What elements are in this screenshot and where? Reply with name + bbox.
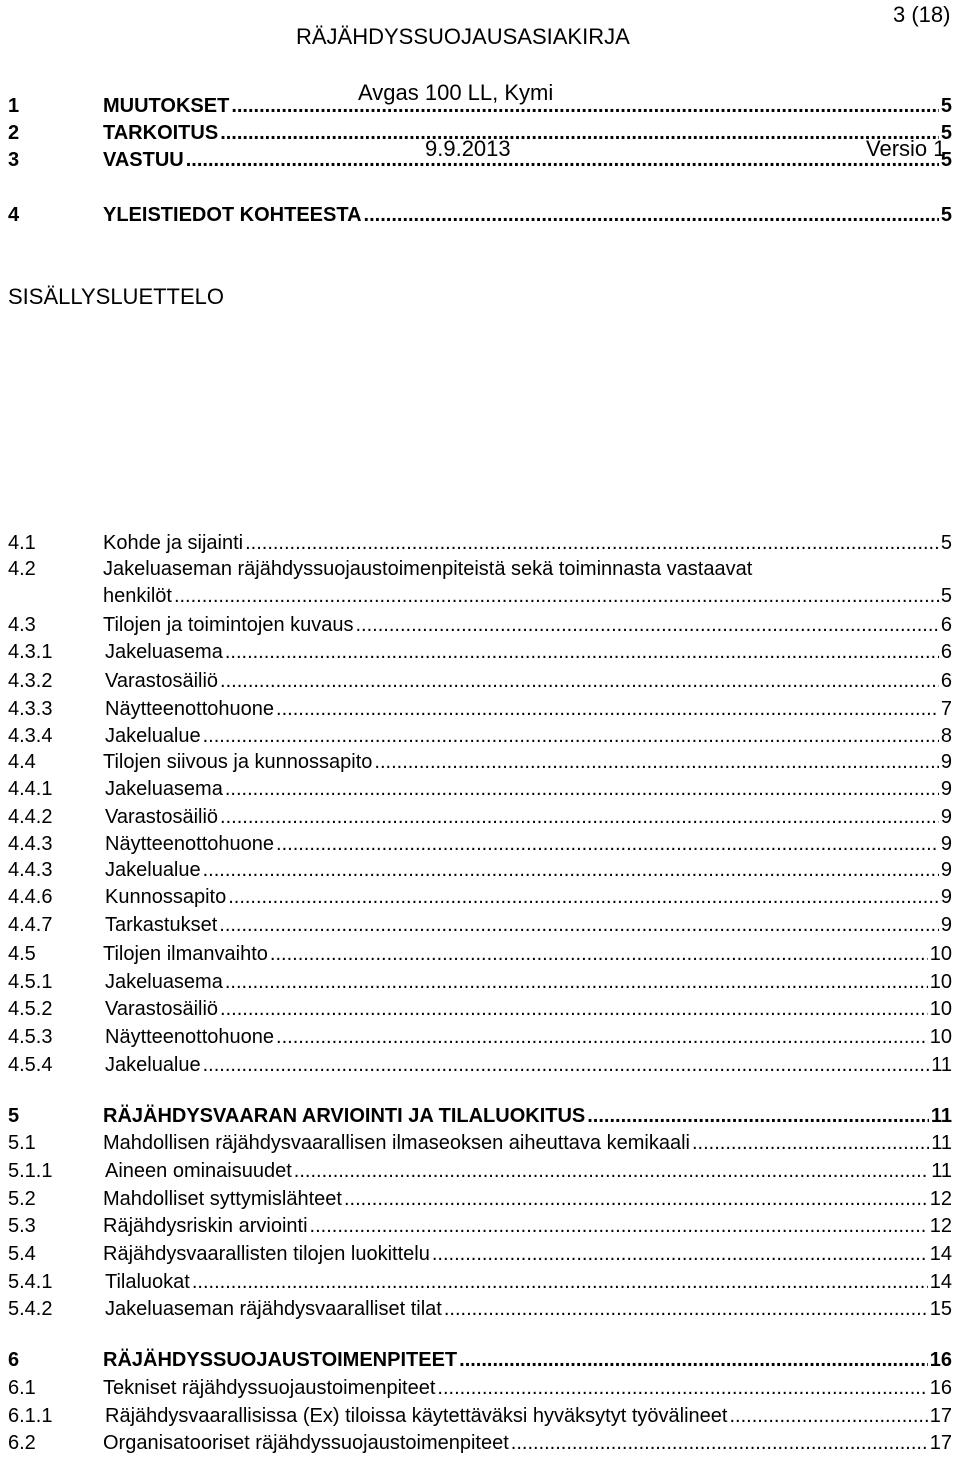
- toc-entry-number: 3: [8, 149, 20, 171]
- toc-entry[interactable]: [8, 120, 952, 147]
- toc-entry-number: 4.4.3: [8, 833, 53, 855]
- toc-entry[interactable]: [8, 996, 952, 1023]
- toc-dot-leader: [587, 1103, 929, 1130]
- toc-entry-title: RÄJÄHDYSVAARAN ARVIOINTI JA TILALUOKITUS: [103, 1105, 586, 1127]
- toc-heading: SISÄLLYSLUETTELO: [8, 284, 225, 309]
- toc-entry-title: RÄJÄHDYSSUOJAUSTOIMENPITEET: [103, 1349, 458, 1371]
- toc-entry-title: Jakelualue: [105, 725, 201, 747]
- toc-entry[interactable]: [8, 912, 952, 939]
- toc-entry-number: 4.4.2: [8, 806, 53, 828]
- toc-dot-leader: [437, 1375, 927, 1402]
- toc-entry-number: 6.1: [8, 1377, 36, 1399]
- toc-entry-title: VASTUU: [103, 149, 184, 171]
- toc-entry-page: 8: [940, 725, 952, 747]
- toc-dot-leader: [192, 1269, 928, 1296]
- toc-entry-title: Mahdollisen räjähdysvaarallisen ilmaseoksen aiheuttava kemikaali: [103, 1132, 690, 1154]
- toc-entry-title: Varastosäiliö: [105, 806, 219, 828]
- document-version: Versio 1: [866, 136, 946, 161]
- toc-entry-page: 10: [929, 943, 952, 965]
- toc-dot-leader: [276, 696, 939, 723]
- toc-dot-leader: [511, 1430, 928, 1457]
- toc-entry-page: 11: [931, 1160, 952, 1182]
- toc-entry[interactable]: [8, 147, 952, 174]
- toc-entry[interactable]: [8, 1186, 952, 1213]
- document-date: 9.9.2013: [425, 136, 511, 161]
- toc-entry-number: 4.4.6: [8, 886, 53, 908]
- toc-entry-number: 5.4.2: [8, 1298, 53, 1320]
- toc-entry[interactable]: [8, 556, 952, 610]
- toc-entry-page: 9: [940, 806, 952, 828]
- toc-dot-leader: [276, 831, 939, 858]
- toc-entry-number: 4.4.1: [8, 778, 53, 800]
- toc-entry[interactable]: [8, 1430, 952, 1457]
- toc-entry-page: 15: [929, 1298, 952, 1320]
- toc-dot-leader: [692, 1130, 929, 1157]
- toc-entry-number: 5.1: [8, 1132, 36, 1154]
- toc-entry-page: 16: [929, 1377, 952, 1399]
- toc-entry[interactable]: [8, 1024, 952, 1051]
- toc-dot-leader: [203, 723, 939, 750]
- toc-entry-title: Tilaluokat: [105, 1271, 190, 1293]
- toc-entry[interactable]: [8, 723, 952, 750]
- toc-entry[interactable]: [8, 804, 952, 831]
- toc-entry-title: Tilojen siivous ja kunnossapito: [103, 751, 373, 773]
- toc-entry-number: 5: [8, 1105, 20, 1127]
- toc-entry[interactable]: [8, 1103, 952, 1130]
- toc-entry-title: Jakeluasema: [105, 778, 223, 800]
- toc-dot-leader: [444, 1296, 928, 1323]
- toc-entry[interactable]: [8, 530, 952, 557]
- toc-entry-title: Varastosäiliö: [105, 670, 219, 692]
- toc-entry-page: 17: [929, 1405, 952, 1427]
- toc-entry-page: 9: [940, 859, 952, 881]
- toc-entry-page: 5: [940, 95, 952, 117]
- toc-entry[interactable]: [8, 1375, 952, 1402]
- toc-entry-title: Näytteenottohuone: [105, 698, 275, 720]
- toc-entry-title: Mahdolliset syttymislähteet: [103, 1188, 342, 1210]
- toc-entry[interactable]: [8, 776, 952, 803]
- toc-dot-leader: [225, 639, 939, 666]
- toc-entry-number: 4.4.3: [8, 859, 53, 881]
- toc-entry[interactable]: [8, 1213, 952, 1240]
- toc-entry[interactable]: [8, 941, 952, 968]
- toc-entry-number: 5.3: [8, 1215, 36, 1237]
- toc-entry-page: 12: [929, 1215, 952, 1237]
- toc-entry-title: Kunnossapito: [105, 886, 227, 908]
- toc-entry-page: 9: [940, 833, 952, 855]
- toc-entry-number: 4: [8, 204, 20, 226]
- toc-entry-page: 16: [929, 1349, 952, 1371]
- toc-entry[interactable]: [8, 639, 952, 666]
- toc-entry-page: 12: [929, 1188, 952, 1210]
- toc-entry-number: 5.4: [8, 1243, 36, 1265]
- toc-entry[interactable]: [8, 969, 952, 996]
- toc-entry-number: 4.1: [8, 532, 36, 554]
- toc-dot-leader: [225, 969, 928, 996]
- toc-entry[interactable]: [8, 668, 952, 695]
- toc-entry-number: 4.3.1: [8, 641, 53, 663]
- toc-entry-page: 10: [929, 971, 952, 993]
- toc-entry-page: 11: [931, 1054, 952, 1076]
- toc-entry-title: Räjähdysvaarallisissa (Ex) tiloissa käytettäväksi hyväksytyt työvälineet: [105, 1405, 728, 1427]
- toc-entry[interactable]: [8, 1052, 952, 1079]
- toc-entry-number: 4.4.7: [8, 914, 53, 936]
- toc-entry-title: Jakelualue: [105, 1054, 201, 1076]
- document-title: RÄJÄHDYSSUOJAUSASIAKIRJA: [296, 24, 630, 49]
- toc-entry-page: 9: [940, 914, 952, 936]
- toc-dot-leader: [459, 1347, 928, 1374]
- toc-entry-number: 5.1.1: [8, 1160, 53, 1182]
- toc-dot-leader: [245, 530, 939, 557]
- toc-entry-page: 5: [940, 149, 952, 171]
- toc-entry-number: 2: [8, 122, 20, 144]
- toc-entry-number: 4.3.3: [8, 698, 53, 720]
- toc-entry-title: Näytteenottohuone: [105, 833, 275, 855]
- toc-dot-leader: [220, 996, 928, 1023]
- toc-dot-leader: [203, 857, 939, 884]
- toc-entry-title: Jakeluasema: [105, 641, 223, 663]
- toc-entry-title: YLEISTIEDOT KOHTEESTA: [103, 204, 362, 226]
- toc-entry-page: 14: [929, 1271, 952, 1293]
- toc-entry-title: Tarkastukset: [105, 914, 218, 936]
- toc-entry[interactable]: [8, 884, 952, 911]
- toc-entry-title: Räjähdysvaarallisten tilojen luokittelu: [103, 1243, 430, 1265]
- toc-dot-leader: [220, 120, 939, 147]
- toc-entry-number: 4.5.1: [8, 971, 53, 993]
- toc-entry-title: Jakeluaseman räjähdyssuojaustoimenpiteistä sekä toiminnasta vastaavat: [103, 558, 753, 580]
- toc-dot-leader: [186, 147, 939, 174]
- toc-entry-page: 6: [940, 641, 952, 663]
- toc-entry[interactable]: [8, 831, 952, 858]
- toc-dot-leader: [364, 202, 939, 229]
- toc-entry-title: Varastosäiliö: [105, 998, 219, 1020]
- toc-entry-title: TARKOITUS: [103, 122, 219, 144]
- toc-entry-title: MUUTOKSET: [103, 95, 230, 117]
- toc-entry-title: Räjähdysriskin arviointi: [103, 1215, 308, 1237]
- toc-entry-page: 5: [940, 204, 952, 226]
- toc-entry-number: 6.2: [8, 1432, 36, 1454]
- toc-entry[interactable]: [8, 749, 952, 776]
- toc-entry-page: 10: [929, 1026, 952, 1048]
- toc-entry-title: Jakelualue: [105, 859, 201, 881]
- toc-entry-title: Tilojen ilmanvaihto: [103, 943, 268, 965]
- toc-entry[interactable]: [8, 696, 952, 723]
- toc-entry[interactable]: [8, 1403, 952, 1430]
- toc-entry-number: 4.4: [8, 751, 36, 773]
- toc-entry[interactable]: [8, 202, 952, 229]
- toc-entry-number: 6.1.1: [8, 1405, 53, 1427]
- toc-entry-title: Tekniset räjähdyssuojaustoimenpiteet: [103, 1377, 436, 1399]
- toc-entry-number: 4.5.3: [8, 1026, 53, 1048]
- toc-entry-page: 10: [929, 998, 952, 1020]
- toc-entry-title-continued: henkilöt: [103, 585, 172, 607]
- toc-entry[interactable]: [8, 1347, 952, 1374]
- toc-dot-leader: [344, 1186, 928, 1213]
- toc-dot-leader: [374, 749, 938, 776]
- toc-entry-title: Tilojen ja toimintojen kuvaus: [103, 614, 354, 636]
- toc-entry-page: 9: [940, 778, 952, 800]
- toc-dot-leader: [225, 776, 939, 803]
- toc-entry-page: 9: [940, 751, 952, 773]
- toc-entry-number: 5.4.1: [8, 1271, 53, 1293]
- toc-entry[interactable]: [8, 1158, 952, 1185]
- toc-dot-leader: [219, 912, 939, 939]
- toc-dot-leader: [220, 804, 939, 831]
- toc-entry-page: 6: [940, 614, 952, 636]
- toc-entry-page: 14: [929, 1243, 952, 1265]
- toc-entry-page: 11: [930, 1105, 952, 1127]
- toc-entry-page: 7: [940, 698, 952, 720]
- toc-entry-page: 5: [940, 532, 952, 554]
- toc-entry-page: 6: [940, 670, 952, 692]
- document-subtitle: Avgas 100 LL, Kymi: [358, 80, 554, 105]
- toc-entry-page: 11: [931, 1132, 952, 1154]
- toc-entry-title: Näytteenottohuone: [105, 1026, 275, 1048]
- toc-entry-title: Organisatooriset räjähdyssuojaustoimenpiteet: [103, 1432, 509, 1454]
- toc-entry-page: 17: [929, 1432, 952, 1454]
- toc-entry-number: 4.3: [8, 614, 36, 636]
- toc-dot-leader: [356, 612, 939, 639]
- toc-entry[interactable]: [8, 1241, 952, 1268]
- toc-entry-title: Aineen ominaisuudet: [105, 1160, 292, 1182]
- toc-entry[interactable]: [8, 612, 952, 639]
- toc-entry-title: Kohde ja sijainti: [103, 532, 244, 554]
- toc-entry-number: 4.5: [8, 943, 36, 965]
- toc-dot-leader: [294, 1158, 929, 1185]
- toc-dot-leader: [228, 884, 939, 911]
- toc-entry-number: 4.2: [8, 558, 36, 580]
- toc-entry-page: 5: [940, 122, 952, 144]
- page-number: 3 (18): [893, 2, 951, 27]
- toc-entry-page: 9: [940, 886, 952, 908]
- toc-entry-number: 4.3.4: [8, 725, 53, 747]
- toc-dot-leader: [729, 1403, 927, 1430]
- toc-entry[interactable]: [8, 857, 952, 884]
- toc-dot-leader: [231, 93, 939, 120]
- toc-dot-leader: [174, 583, 939, 610]
- toc-entry[interactable]: [8, 1296, 952, 1323]
- toc-entry-title: Jakeluaseman räjähdysvaaralliset tilat: [105, 1298, 442, 1320]
- toc-dot-leader: [220, 668, 939, 695]
- toc-entry[interactable]: [8, 1130, 952, 1157]
- toc-entry-title: Jakeluasema: [105, 971, 223, 993]
- toc-dot-leader: [310, 1213, 928, 1240]
- toc-dot-leader: [270, 941, 928, 968]
- toc-entry-number: 4.5.2: [8, 998, 53, 1020]
- toc-entry[interactable]: [8, 1269, 952, 1296]
- toc-entry-number: 1: [8, 95, 20, 117]
- toc-entry-number: 6: [8, 1349, 20, 1371]
- toc-entry[interactable]: [8, 93, 952, 120]
- toc-entry-number: 5.2: [8, 1188, 36, 1210]
- toc-dot-leader: [276, 1024, 928, 1051]
- toc-entry-number: 4.3.2: [8, 670, 53, 692]
- toc-entry-number: 4.5.4: [8, 1054, 53, 1076]
- toc-dot-leader: [432, 1241, 928, 1268]
- toc-dot-leader: [203, 1052, 930, 1079]
- toc-entry-page: 5: [940, 585, 952, 607]
